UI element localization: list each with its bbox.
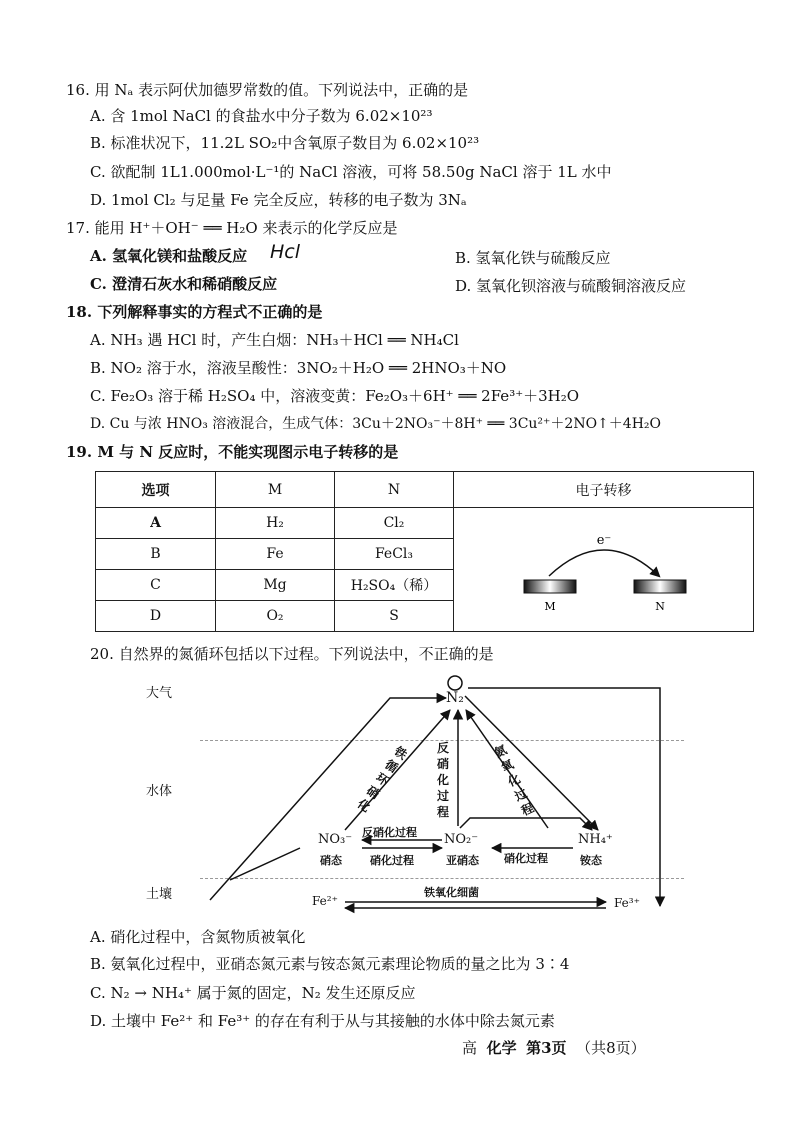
fe2-label: Fe²⁺ [312,894,338,908]
handwritten-note: Hcl [270,241,301,263]
n-label: N [655,600,665,613]
table-cell: D [96,601,216,632]
denitrify-label-horizontal: 反硝化过程 [362,826,417,839]
n2-to-ammonium-arrow [468,688,660,906]
q17-option-c: C. 澄清石灰水和稀硝酸反应 [90,275,278,293]
page-footer [462,1037,646,1058]
nitrify-label-right: 硝化过程 [504,852,548,865]
q16-option-c: C. 欲配制 1L1.000mol·L⁻¹的 NaCl 溶液，可将 58.50g NaCl 溶于 1L 水中 [90,163,612,181]
q17-stem: 17. 能用 H⁺＋OH⁻ ══ H₂O 来表示的化学反应是 [66,219,398,237]
no2-label: NO₂⁻ [444,832,479,847]
layer-water: 水体 [146,784,173,799]
q18-option-b: B. NO₂ 溶于水，溶液呈酸性：3NO₂＋H₂O ══ 2HNO₃＋NO [90,359,507,377]
iron-bacteria-label: 铁氧化细菌 [424,886,479,899]
table-header-cell: 选项 [96,472,216,508]
no3-to-soil-line [230,848,300,880]
table-header-cell: M [216,472,335,508]
fixation-arrow-left [210,698,446,900]
footer-page: 第3页 [526,1039,567,1057]
table-cell: C [96,570,216,601]
nh4-name: 铵态 [580,854,602,867]
q16-stem: 16. 用 Nₐ 表示阿伏加德罗常数的值。下列说法中，正确的是 [66,81,469,99]
table-cell: Fe [216,539,335,570]
table-header-cell: 电子转移 [454,472,754,508]
no2-name: 亚硝态 [446,854,479,867]
table-header-cell: N [335,472,454,508]
n2-circle [448,676,462,690]
q18-option-a: A. NH₃ 遇 HCl 时，产生白烟：NH₃＋HCl ══ NH₄Cl [90,331,459,349]
table-cell: Mg [216,570,335,601]
q16-option-a: A. 含 1mol NaCl 的食盐水中分子数为 6.02×10²³ [90,107,433,125]
nh4-label: NH₄⁺ [578,832,613,847]
q17-option-a: A. 氢氧化镁和盐酸反应 [90,247,248,265]
layer-soil: 土壤 [146,887,173,902]
table-cell: H₂ [216,508,335,539]
layer-atmosphere: 大气 [146,686,173,701]
q17-option-b: B. 氢氧化铁与硫酸反应 [455,249,611,267]
no3-label: NO₃⁻ [318,832,353,847]
table-cell: B [96,539,216,570]
table-cell: S [335,601,454,632]
no3-name: 硝态 [320,854,342,867]
q18-option-d: D. Cu 与浓 HNO₃ 溶液混合，生成气体：3Cu＋2NO₃⁻＋8H⁺ ══ 3Cu²⁺＋2NO↑＋4H₂O [90,416,661,432]
q20-option-b: B. 氨氧化过程中，亚硝态氮元素与铵态氮元素理论物质的量之比为 3∶4 [90,955,570,973]
q17-option-d: D. 氢氧化钡溶液与硫酸铜溶液反应 [455,277,687,295]
q20-option-c: C. N₂ → NH₄⁺ 属于氮的固定，N₂ 发生还原反应 [90,984,416,1002]
table-cell: FeCl₃ [335,539,454,570]
ammox-label: 氨氧化过程 [492,742,537,819]
q18-stem: 18. 下列解释事实的方程式不正确的是 [66,303,323,321]
denitrify-label-vertical: 反硝化过程 [437,741,450,819]
footer-prefix: 高 [462,1039,478,1057]
footer-total: （共8页） [576,1039,646,1057]
fe3-label: Fe³⁺ [614,896,640,910]
table-cell: O₂ [216,601,335,632]
m-label: M [544,600,556,613]
q20-option-a: A. 硝化过程中，含氮物质被氧化 [90,928,306,946]
nitrify-label-left: 硝化过程 [370,854,414,867]
electron-label: e⁻ [596,533,612,548]
no2-to-nh4-arrow [460,818,592,830]
q16-option-b: B. 标准状况下，11.2L SO₂中含氧原子数目为 6.02×10²³ [90,134,480,152]
q20-stem: 20. 自然界的氮循环包括以下过程。下列说法中，不正确的是 [90,645,494,663]
q18-option-c: C. Fe₂O₃ 溶于稀 H₂SO₄ 中，溶液变黄：Fe₂O₃＋6H⁺ ══ 2Fe³⁺＋3H₂O [90,387,580,405]
table-cell: H₂SO₄（稀） [335,570,454,601]
n2-label: N₂ [446,690,464,706]
iron-denit-label: 铁循环硝化 [354,744,410,815]
table-cell: Cl₂ [335,508,454,539]
q16-option-d: D. 1mol Cl₂ 与足量 Fe 完全反应，转移的电子数为 3Nₐ [90,191,467,209]
footer-subject: 化学 [486,1039,517,1057]
q20-option-d: D. 土壤中 Fe²⁺ 和 Fe³⁺ 的存在有利于从与其接触的水体中除去氮元素 [90,1012,555,1030]
table-cell: A [96,508,216,539]
q19-stem: 19. M 与 N 反应时，不能实现图示电子转移的是 [66,443,399,461]
